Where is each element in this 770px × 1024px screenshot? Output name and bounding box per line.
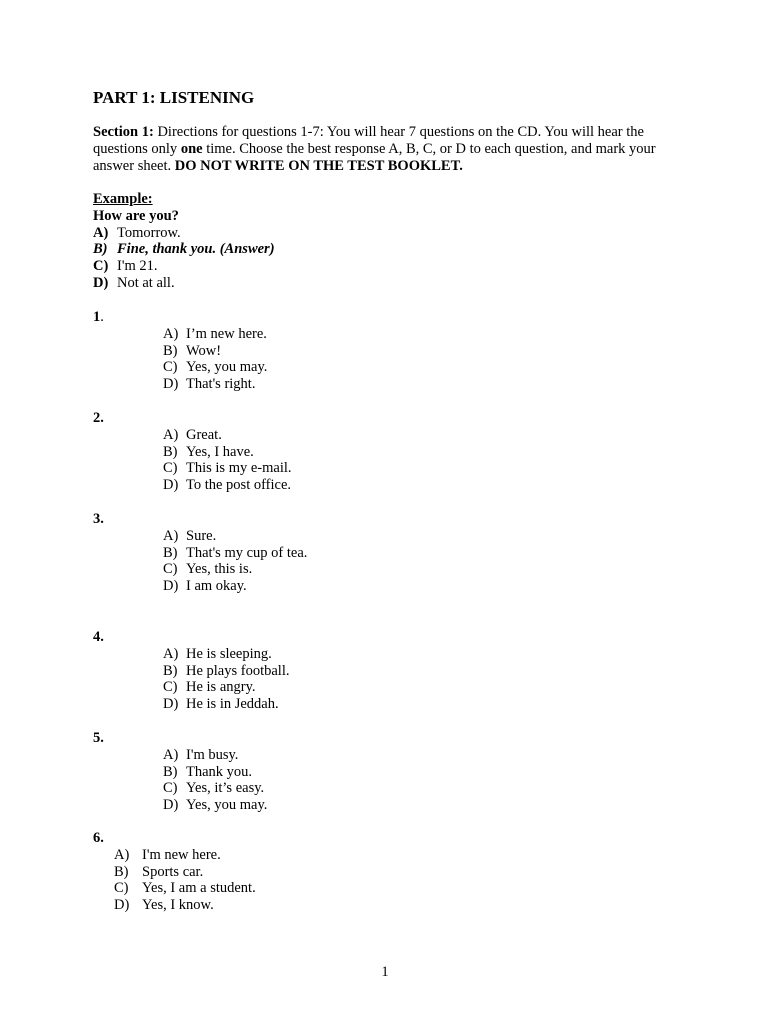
example-option-letter: D): [93, 274, 109, 291]
option-d: [163, 578, 307, 595]
example-option-letter: B): [93, 241, 108, 258]
option-letter: B): [163, 544, 178, 561]
option-list: [93, 326, 267, 393]
section-directions: [93, 124, 693, 174]
option-text: Great.: [186, 426, 222, 443]
question-number-suffix: .: [100, 309, 104, 325]
option-c: [163, 561, 307, 578]
option-letter: C): [163, 359, 178, 376]
example-heading: Example:: [93, 191, 153, 207]
option-a: [163, 326, 267, 343]
option-c: [114, 880, 256, 897]
option-text: Sports car.: [142, 863, 204, 880]
option-d: [163, 797, 267, 814]
option-letter: D): [163, 578, 179, 595]
option-letter: C): [163, 460, 178, 477]
question-number: 3.: [93, 511, 104, 527]
option-text: Sure.: [186, 527, 217, 544]
option-list: [93, 847, 256, 914]
option-letter: D): [163, 477, 179, 494]
section-label: Section 1:: [93, 124, 154, 140]
example-option-letter: A): [93, 224, 109, 241]
page-number: 1: [381, 964, 389, 980]
option-letter: D): [163, 376, 179, 393]
option-b: [163, 764, 267, 781]
example-option: [93, 275, 275, 292]
option-text: He is in Jeddah.: [186, 696, 279, 713]
option-letter: A): [163, 527, 179, 544]
option-list: [93, 646, 290, 713]
question-number-digit: 1: [93, 309, 101, 325]
example-block: [93, 191, 275, 292]
option-text: I'm busy.: [186, 746, 239, 763]
example-option-letter: C): [93, 258, 109, 275]
option-text: I am okay.: [186, 578, 247, 595]
question-6: [93, 830, 256, 914]
option-letter: A): [163, 746, 179, 763]
option-letter: C): [163, 780, 178, 797]
option-b: [163, 444, 292, 461]
option-c: [163, 359, 267, 376]
option-c: [163, 460, 292, 477]
example-option-answer: [93, 241, 275, 258]
option-d: [163, 477, 292, 494]
question-4: [93, 629, 290, 713]
option-b: [163, 545, 307, 562]
example-option: [93, 258, 275, 275]
option-a: [163, 747, 267, 764]
option-letter: B): [114, 863, 129, 880]
question-number: 6.: [93, 830, 104, 846]
example-option-text: I'm 21.: [117, 258, 158, 275]
option-letter: D): [163, 696, 179, 713]
option-letter: B): [163, 342, 178, 359]
option-text: He is sleeping.: [186, 645, 272, 662]
option-letter: B): [163, 443, 178, 460]
option-letter: C): [114, 880, 129, 897]
option-text: He is angry.: [186, 679, 256, 696]
question-2: [93, 410, 292, 494]
page-title: PART 1: LISTENING: [93, 88, 255, 107]
option-letter: B): [163, 763, 178, 780]
option-c: [163, 679, 290, 696]
option-text: Yes, you may.: [186, 797, 268, 814]
option-a: [163, 528, 307, 545]
question-1: [93, 309, 267, 393]
option-text: Wow!: [186, 342, 222, 359]
directions-paragraph: [93, 124, 693, 174]
question-5: [93, 730, 267, 814]
option-d: [163, 376, 267, 393]
example-option-text: Tomorrow.: [117, 224, 181, 241]
option-text: Yes, it’s easy.: [186, 780, 265, 797]
option-a: [114, 847, 256, 864]
option-text: To the post office.: [186, 477, 292, 494]
option-letter: C): [163, 561, 178, 578]
option-letter: C): [163, 679, 178, 696]
option-b: [114, 864, 256, 881]
option-a: [163, 427, 292, 444]
question-number: 2.: [93, 410, 104, 426]
option-text: I’m new here.: [186, 325, 267, 342]
option-text: I'm new here.: [142, 846, 221, 863]
option-text: This is my e-mail.: [186, 460, 292, 477]
option-text: Yes, you may.: [186, 359, 268, 376]
option-list: [93, 528, 307, 595]
option-text: Yes, I am a student.: [142, 880, 256, 897]
option-letter: D): [114, 897, 130, 914]
question-3: [93, 511, 307, 595]
example-option: [93, 225, 275, 242]
directions-warning: DO NOT WRITE ON THE TEST BOOKLET.: [174, 157, 463, 174]
option-text: Yes, I have.: [186, 443, 254, 460]
option-c: [163, 780, 267, 797]
option-text: That's my cup of tea.: [186, 544, 308, 561]
option-letter: A): [163, 645, 179, 662]
example-option-text: Fine, thank you. (Answer): [117, 241, 275, 258]
option-text: That's right.: [186, 376, 256, 393]
option-letter: B): [163, 662, 178, 679]
question-number: [93, 309, 267, 326]
option-d: [163, 696, 290, 713]
directions-emphasis: one: [180, 140, 203, 157]
option-text: Yes, I know.: [142, 897, 214, 914]
question-number: 5.: [93, 730, 104, 746]
question-number: 4.: [93, 629, 104, 645]
option-letter: A): [114, 846, 130, 863]
option-letter: D): [163, 797, 179, 814]
example-option-text: Not at all.: [117, 274, 175, 291]
option-b: [163, 663, 290, 680]
option-text: Yes, this is.: [186, 561, 253, 578]
option-list: [93, 427, 292, 494]
option-letter: A): [163, 426, 179, 443]
option-text: He plays football.: [186, 662, 290, 679]
option-d: [114, 897, 256, 914]
option-a: [163, 646, 290, 663]
directions-text-1: Directions for questions 1-7: You will hear 7 questions on the CD. You will hear the questions only: [93, 124, 644, 157]
option-b: [163, 343, 267, 360]
example-question: How are you?: [93, 207, 179, 224]
option-list: [93, 747, 267, 814]
option-text: Thank you.: [186, 763, 253, 780]
directions-text-2: time. Choose the best response A, B, C, or D to each question, and mark your answer sheet.: [93, 140, 656, 174]
option-letter: A): [163, 325, 179, 342]
